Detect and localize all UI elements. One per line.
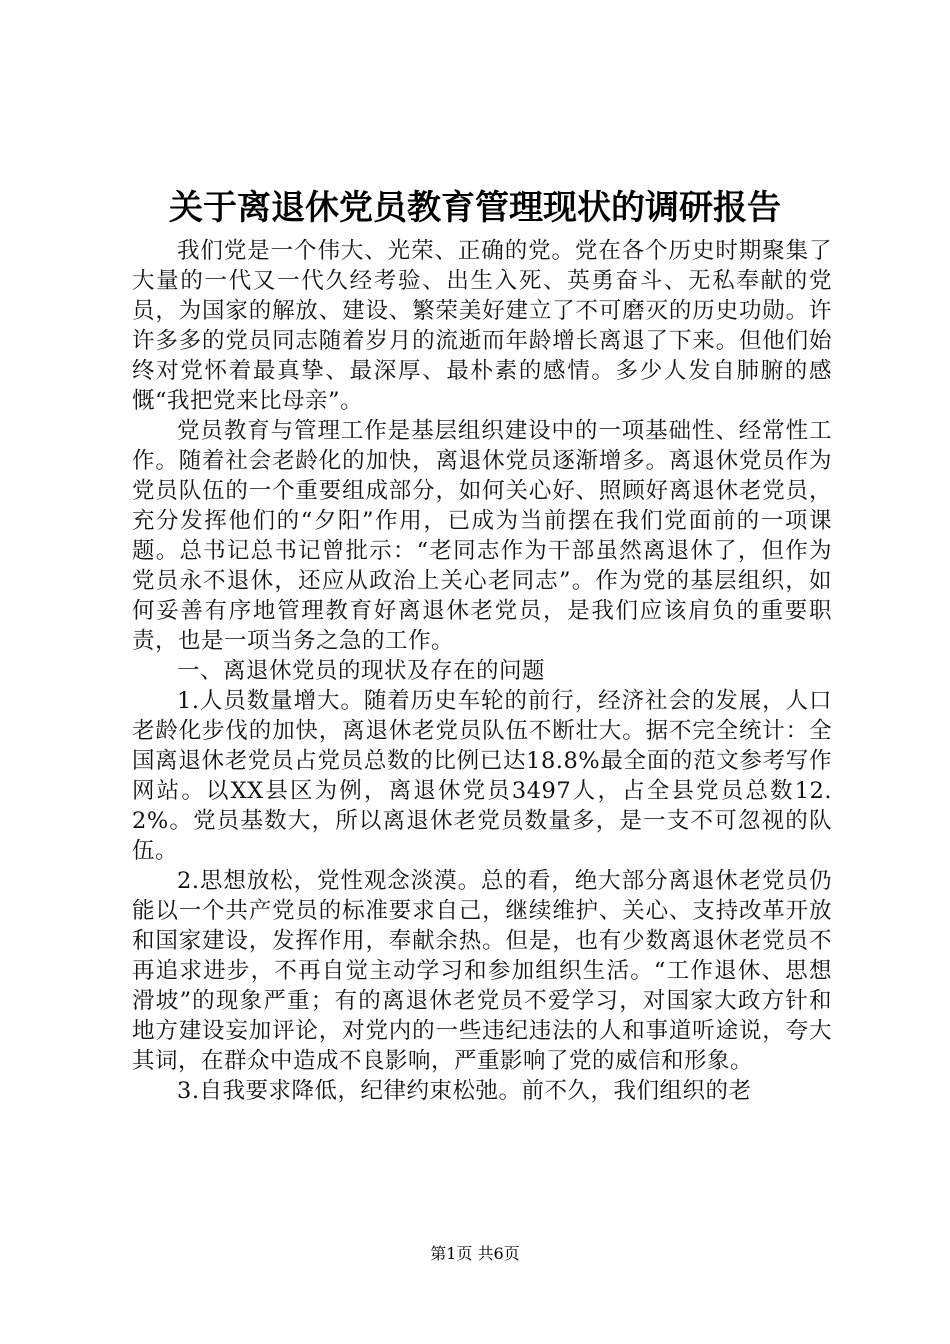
document-body [132,236,832,1106]
paragraph: 我们党是一个伟大、光荣、正确的党。党在各个历史时期聚集了大量的一代又一代久经考验、出生入死、英勇奋斗、无私奉献的党员，为国家的解放、建设、繁荣美好建立了不可磨灭的历史功勋。许许多多的党员同志随着岁月的流逝而年龄增长离退了下来。但他们始终对党怀着最真挚、最深厚、最朴素的感情。多少人发自肺腑的感慨“我把党来比母亲”。 [132,238,832,414]
paragraph: 2.思想放松，党性观念淡漠。总的看，绝大部分离退休老党员仍能以一个共产党员的标准要求自己，继续维护、关心、支持改革开放和国家建设，发挥作用，奉献余热。但是，也有少数离退休老党员不再追求进步，不再自觉主动学习和参加组织生活。“工作退休、思想滑坡”的现象严重；有的离退休老党员不爱学习，对国家大政方针和地方建设妄加评论，对党内的一些违纪违法的人和事道听途说，夸大其词，在群众中造成不良影响，严重影响了党的威信和形象。 [132,868,832,1074]
paragraph: 1.人员数量增大。随着历史车轮的前行，经济社会的发展，人口老龄化步伐的加快，离退休老党员队伍不断壮大。据不完全统计：全国离退休老党员占党员总数的比例已达18.8%最全面的范文参考写作网站。以XX县区为例，离退休党员3497人，占全县党员总数12.2%。党员基数大，所以离退休老党员数量多，是一支不可忽视的队伍。 [132,688,832,864]
document-title: 关于离退休党员教育管理现状的调研报告 [169,188,781,228]
paragraph: 党员教育与管理工作是基层组织建设中的一项基础性、经常性工作。随着社会老龄化的加快，离退休党员逐渐增多。离退休党员作为党员队伍的一个重要组成部分，如何关心好、照顾好离退休老党员，充分发挥他们的“夕阳”作用，已成为当前摆在我们党面前的一项课题。总书记总书记曾批示：“老同志作为干部虽然离退休了，但作为党员永不退休，还应从政治上关心老同志”。作为党的基层组织，如何妥善有序地管理教育好离退休老党员，是我们应该肩负的重要职责，也是一项当务之急的工作。 [132,418,832,654]
paragraph: 3.自我要求降低，纪律约束松弛。前不久，我们组织的老 [177,1078,752,1104]
section-heading: 一、离退休党员的现状及存在的问题 [177,658,546,684]
page-footer: 第1页 共6页 [430,1244,520,1263]
